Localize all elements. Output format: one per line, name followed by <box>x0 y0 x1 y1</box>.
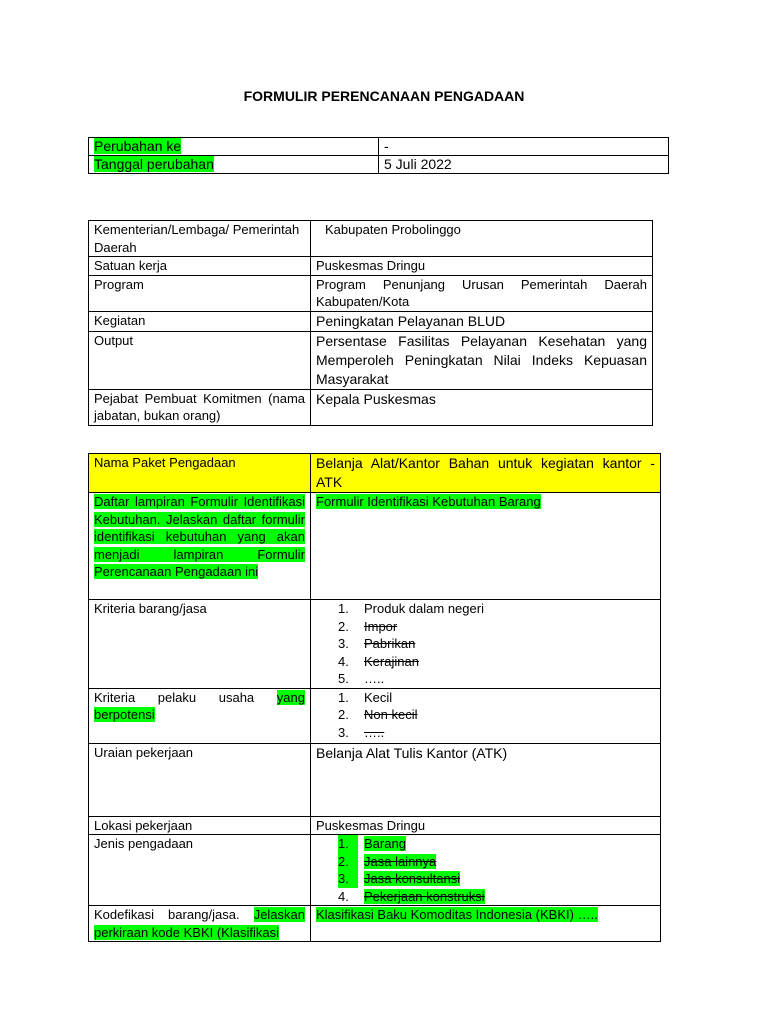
perubahan-label: Perubahan ke <box>94 138 182 154</box>
uraian-value: Belanja Alat Tulis Kantor (ATK) <box>311 743 661 816</box>
program-value: Program Penunjang Urusan Pemerintah Daerah Kabupaten/Kota <box>311 275 653 311</box>
tanggal-label: Tanggal perubahan <box>94 156 214 172</box>
table-row <box>89 257 653 276</box>
list-item: 4. Kerajinan <box>338 653 419 669</box>
table-row <box>89 221 653 257</box>
list-item: 1. Barang <box>338 836 406 851</box>
organization-info-table <box>88 220 653 426</box>
table-row <box>89 816 661 835</box>
kegiatan-label: Kegiatan <box>89 311 311 331</box>
table-row <box>89 138 669 156</box>
daftar-lampiran-label: Daftar lampiran Formulir Identifikasi Kebutuhan. Jelaskan daftar formulir identifikasi kebutuhan yang akan menjadi lampiran Formulir Perencanaan Pengadaan ini <box>94 494 305 579</box>
list-item: 3. ….. <box>338 724 385 740</box>
list-item: 2. Non kecil <box>338 707 418 722</box>
table-row <box>89 389 653 425</box>
lokasi-label: Lokasi pekerjaan <box>89 816 311 835</box>
output-label: Output <box>89 331 311 389</box>
table-row <box>89 600 661 689</box>
table-row <box>89 156 669 174</box>
table-row <box>89 906 661 942</box>
table-row <box>89 311 653 331</box>
table-row <box>89 454 661 493</box>
list-item: 3. Pabrikan <box>338 636 416 651</box>
kodefikasi-label-plain: Kodefikasi barang/jasa. <box>94 907 254 922</box>
kementerian-value: Kabupaten Probolinggo <box>311 221 653 257</box>
table-row <box>89 743 661 816</box>
table-row <box>89 331 653 389</box>
pelaku-list <box>316 689 655 742</box>
kegiatan-value: Peningkatan Pelayanan BLUD <box>311 311 653 331</box>
pelaku-label-highlight: yang berpotensi <box>94 689 305 722</box>
list-item: 3. Jasa konsultansi <box>338 871 461 886</box>
perubahan-label-cell <box>89 138 379 156</box>
table-row <box>89 493 661 600</box>
jenis-list-cell <box>311 835 661 906</box>
kodefikasi-label-cell <box>89 906 311 942</box>
list-item: 4. Pekerjaan konstruksi <box>338 888 485 904</box>
kriteria-label: Kriteria barang/jasa <box>89 600 311 689</box>
tanggal-label-cell <box>89 156 379 174</box>
uraian-label: Uraian pekerjaan <box>89 743 311 816</box>
satuan-label: Satuan kerja <box>89 257 311 276</box>
kodefikasi-label-highlight: Jelaskan perkiraan kode KBKI (Klasifikasi <box>94 907 305 940</box>
perubahan-value: - <box>379 138 669 156</box>
pelaku-label-plain: Kriteria pelaku usaha <box>94 689 277 705</box>
satuan-value: Puskesmas Dringu <box>311 257 653 276</box>
table-row <box>89 688 661 743</box>
daftar-lampiran-value-cell <box>311 493 661 600</box>
daftar-lampiran-label-cell <box>89 493 311 600</box>
nama-paket-value: Belanja Alat/Kantor Bahan untuk kegiatan kantor - ATK <box>311 454 661 493</box>
nama-paket-label: Nama Paket Pengadaan <box>89 454 311 493</box>
jenis-list <box>316 835 655 905</box>
list-item: 2. Jasa lainnya <box>338 853 437 869</box>
form-title: FORMULIR PERENCANAAN PENGADAAN <box>243 88 525 104</box>
table-row <box>89 835 661 906</box>
change-info-table <box>88 137 669 174</box>
daftar-lampiran-value: Formulir Identifikasi Kebutuhan Barang <box>316 494 541 509</box>
list-item: 5. ….. <box>338 671 385 686</box>
kodefikasi-value: Klasifikasi Baku Komoditas Indonesia (KBKI) ….. <box>316 907 598 922</box>
output-value: Persentase Fasilitas Pelayanan Kesehatan yang Memperoleh Peningkatan Nilai Indeks Kepuasan Masyarakat <box>311 331 653 389</box>
list-item: 2. Impor <box>338 618 398 634</box>
kriteria-list <box>316 600 655 688</box>
package-table <box>88 453 661 942</box>
pejabat-value: Kepala Puskesmas <box>311 389 653 425</box>
list-item: 1. Produk dalam negeri <box>338 601 484 616</box>
kodefikasi-value-cell <box>311 906 661 942</box>
jenis-label: Jenis pengadaan <box>89 835 311 906</box>
pejabat-label: Pejabat Pembuat Komitmen (nama jabatan, bukan orang) <box>89 389 311 425</box>
kementerian-label: Kementerian/Lembaga/ Pemerintah Daerah <box>89 221 311 257</box>
pelaku-list-cell <box>311 688 661 743</box>
tanggal-value: 5 Juli 2022 <box>379 156 669 174</box>
list-item: 1. Kecil <box>338 689 393 705</box>
pelaku-label-cell <box>89 688 311 743</box>
kriteria-list-cell <box>311 600 661 689</box>
program-label: Program <box>89 275 311 311</box>
lokasi-value: Puskesmas Dringu <box>311 816 661 835</box>
table-row <box>89 275 653 311</box>
